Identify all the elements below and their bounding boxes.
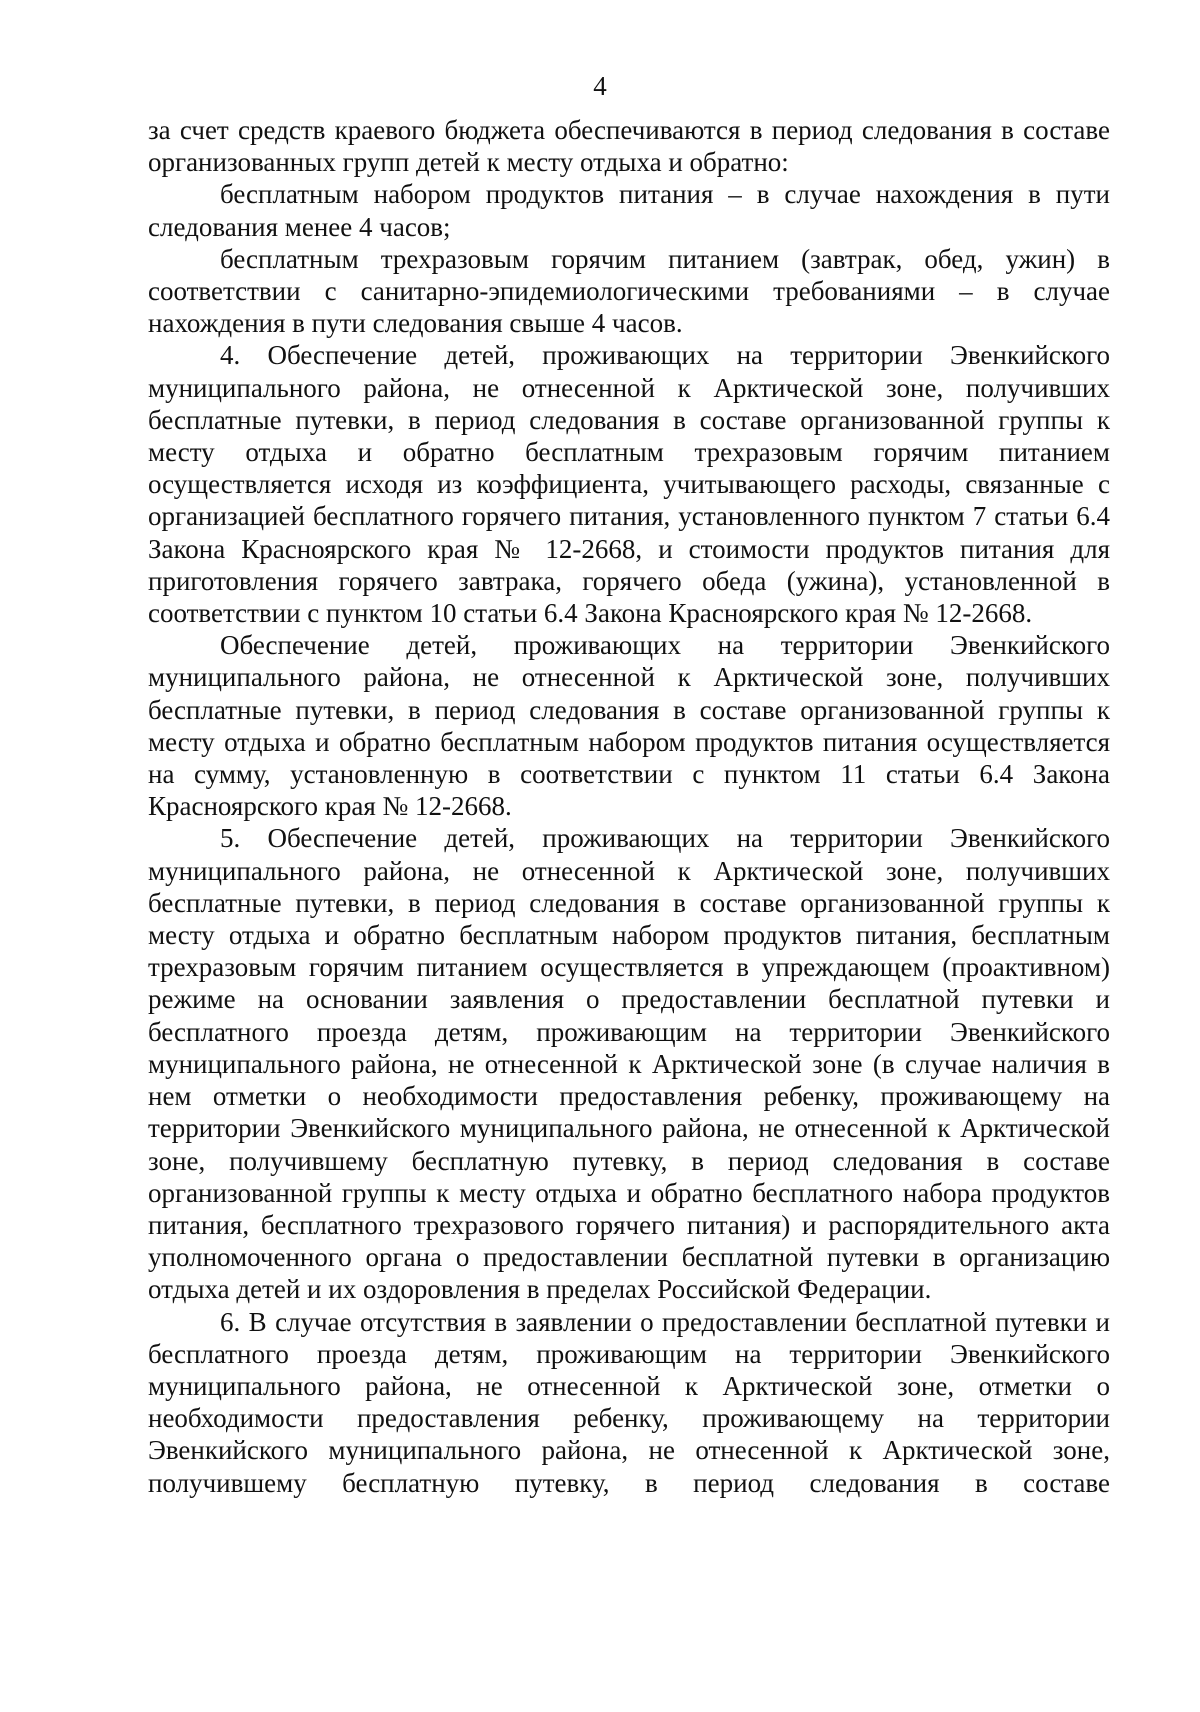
- paragraph-continuation: за счет средств краевого бюджета обеспечиваются в период следования в составе организованных групп детей к месту отдыха и обратно:: [148, 115, 1110, 178]
- paragraph-item-6: 6. В случае отсутствия в заявлении о предоставлении бесплатной путевки и бесплатного проезда детям, проживающим на территории Эвенкийского муниципального района, не отнесенной к Арктической зоне, отметки о необходимости предоставления ребенку, проживающему на территории Эвенкийского муниципального района, не отнесенной к Арктической зоне, получившему бесплатную путевку, в период следования в составе: [148, 1306, 1110, 1498]
- paragraph-food-set: бесплатным набором продуктов питания – в случае нахождения в пути следования менее 4 часов;: [148, 179, 1110, 242]
- document-body: [148, 114, 1110, 1499]
- paragraph-item-4: 4. Обеспечение детей, проживающих на территории Эвенкийского муниципального района, не отнесенной к Арктической зоне, получивших бесплатные путевки, в период следования в составе организованной группы к месту отдыха и обратно бесплатным трехразовым горячим питанием осуществляется исходя из коэффициента, учитывающего расходы, связанные с организацией бесплатного горячего питания, установленного пунктом 7 статьи 6.4 Закона Красноярского края № 12-2668, и стоимости продуктов питания для приготовления горячего завтрака, горячего обеда (ужина), установленной в соответствии с пунктом 10 статьи 6.4 Закона Красноярского края № 12-2668.: [148, 340, 1110, 629]
- paragraph-item-5: 5. Обеспечение детей, проживающих на территории Эвенкийского муниципального района, не отнесенной к Арктической зоне, получивших бесплатные путевки, в период следования в составе организованной группы к месту отдыха и обратно бесплатным набором продуктов питания, бесплатным трехразовым горячим питанием осуществляется в упреждающем (проактивном) режиме на основании заявления о предоставлении бесплатной путевки и бесплатного проезда детям, проживающим на территории Эвенкийского муниципального района, не отнесенной к Арктической зоне (в случае наличия в нем отметки о необходимости предоставления ребенку, проживающему на территории Эвенкийского муниципального района, не отнесенной к Арктической зоне, получившему бесплатную путевку, в период следования в составе организованной группы к месту отдыха и обратно бесплатного набора продуктов питания, бесплатного трехразового горячего питания) и распорядительного акта уполномоченного органа о предоставлении бесплатной путевки в организацию отдыха детей и их оздоровления в пределах Российской Федерации.: [148, 823, 1110, 1305]
- paragraph-item-4-continued: Обеспечение детей, проживающих на территории Эвенкийского муниципального района, не отнесенной к Арктической зоне, получивших бесплатные путевки, в период следования в составе организованной группы к месту отдыха и обратно бесплатным набором продуктов питания осуществляется на сумму, установленную в соответствии с пунктом 11 статьи 6.4 Закона Красноярского края № 12-2668.: [148, 630, 1110, 822]
- page-number: 4: [593, 71, 607, 101]
- paragraph-hot-meals: бесплатным трехразовым горячим питанием (завтрак, обед, ужин) в соответствии с санитарно-эпидемиологическими требованиями – в случае нахождения в пути следования свыше 4 часов.: [148, 243, 1110, 339]
